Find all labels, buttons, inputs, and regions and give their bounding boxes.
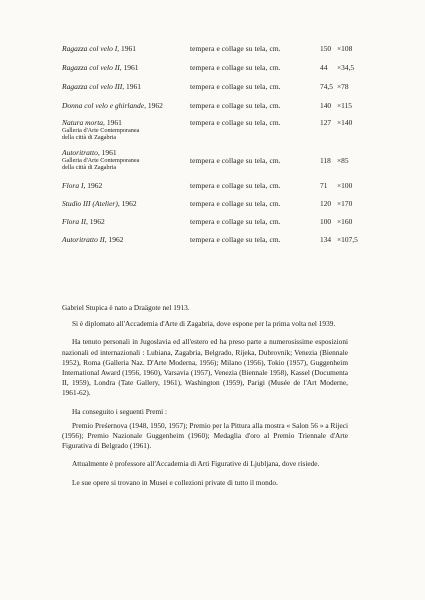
work-title-cell [62,63,187,72]
work-title: Natura morta, [62,118,105,127]
work-year: 1962 [89,217,105,226]
work-title-cell [62,181,187,190]
work-width: 71 [320,181,328,190]
work-height [337,181,352,190]
work-height-value: 115 [341,101,352,110]
work-technique: tempera e collage su tela, cm. [190,101,281,110]
work-height-value: 34,5 [341,63,355,72]
work-height [337,82,349,91]
work-title-cell [62,148,187,171]
work-height-value: 100 [341,181,353,190]
work-width: 140 [320,101,332,110]
work-technique: tempera e collage su tela, cm. [190,235,281,244]
work-title-cell [62,101,187,110]
work-height-value: 170 [341,199,353,208]
work-title-cell [62,235,187,244]
work-width: 118 [320,156,331,165]
work-technique: tempera e collage su tela, cm. [190,118,281,127]
work-height-value: 140 [341,118,353,127]
work-height [337,156,349,165]
times-sign: × [337,199,342,208]
work-technique: tempera e collage su tela, cm. [190,82,281,91]
bio-paragraph: Ha tenuto personali in Jugoslavia ed all'estero ed ha preso parte a numerosissime esposizioni nazionali ed internazionali : Lubiana, Zagabria, Belgrado, Rijeka, Dubrovnik; Venezia (Biennale 1952), Roma (Galleria Naz. D'Arte Moderna, 1956); Milano (1956), Tokio (1957), Guggenheim International Award (1956, 1960), Varsavia (1957), Venezia (Biennale 1958), Kassel (Documenta II, 1959), Londra (Tate Gallery, 1961), Washington (1959), Parigi (Musée de l'Art Moderne, 1961-62). [62,337,348,398]
work-title: Flora I, [62,181,86,190]
work-entry [62,217,362,235]
work-year: 1962 [108,235,124,244]
work-entry [62,199,362,217]
work-entry [62,181,362,199]
work-height-value: 85 [341,156,349,165]
work-entry [62,118,362,148]
times-sign: × [337,63,342,72]
work-height-value: 108 [341,44,353,53]
work-height [337,44,352,53]
work-width: 150 [320,44,332,53]
work-title-cell [62,82,187,91]
bio-paragraph: Le sue opere si trovano in Musei e collezioni private di tutto il mondo. [72,477,278,487]
work-technique: tempera e collage su tela, cm. [190,181,281,190]
work-entry [62,148,362,181]
times-sign: × [337,44,342,53]
bio-paragraph: Ha conseguito i seguenti Premi : [72,406,168,416]
work-year: 1962 [87,181,103,190]
works-list [62,44,362,253]
times-sign: × [337,82,342,91]
work-collection-line: della città di Zagabria [62,164,117,172]
work-title: Autoritratto II, [62,235,107,244]
times-sign: × [337,181,342,190]
work-width: 134 [320,235,332,244]
work-height [337,118,352,127]
work-height [337,101,352,110]
work-year: 1961 [101,148,117,157]
work-width: 127 [320,118,332,127]
work-width: 100 [320,217,332,226]
work-year: 1962 [121,199,137,208]
work-entry [62,63,362,82]
work-height [337,235,358,244]
work-technique: tempera e collage su tela, cm. [190,156,281,165]
work-title-cell [62,44,187,53]
bio-paragraph: Gabriel Stupica è nato a Draägote nel 1913. [62,303,190,312]
work-technique: tempera e collage su tela, cm. [190,217,281,226]
work-width: 74,5 [320,82,333,91]
work-height [337,63,354,72]
work-title-cell [62,217,187,226]
work-height-value: 78 [341,82,349,91]
work-entry [62,101,362,118]
work-width: 44 [320,63,328,72]
work-year: 1962 [147,101,163,110]
times-sign: × [337,217,342,226]
work-year: 1961 [123,63,139,72]
work-collection-line: Galleria d'Arte Contemporanea [62,157,140,164]
bio-paragraph: Attualmente è professore all'Accademia di Arti Figurative di Ljubljana, dove risiede. [72,459,320,469]
work-height [337,217,352,226]
work-entry [62,82,362,101]
work-technique: tempera e collage su tela, cm. [190,199,281,208]
work-year: 1961 [125,82,141,91]
work-title: Ragazza col velo I, [62,44,120,53]
work-title: Ragazza col velo II, [62,63,122,72]
work-year: 1961 [120,44,136,53]
work-technique: tempera e collage su tela, cm. [190,44,281,53]
work-technique: tempera e collage su tela, cm. [190,63,281,72]
work-title: Donna col velo e ghirlande, [62,101,146,110]
work-title: Ragazza col velo III, [62,82,125,91]
work-entry [62,44,362,63]
artist-biography [62,303,348,496]
times-sign: × [337,118,342,127]
work-title-cell [62,199,187,208]
work-entry [62,235,362,253]
work-title: Autoritratto, [62,148,100,157]
work-width: 120 [320,199,332,208]
work-year: 1961 [106,118,122,127]
times-sign: × [337,156,342,165]
work-height [337,199,352,208]
work-collection-line: della città di Zagabria [62,134,117,142]
work-height-value: 107,5 [341,235,358,244]
times-sign: × [337,235,342,244]
bio-paragraph: Premio Preśernova (1948, 1950, 1957); Premio per la Pittura alla mostra « Salon 56 » a Rijeci (1956); Premio Nazionale Guggenheim (1960); Medaglia d'oro al Premio Triennale d'Arte Figurativa di Belgrado (1961). [62,420,348,451]
work-title: Flora II, [62,217,88,226]
times-sign: × [337,101,342,110]
work-title: Studio III (Atelier), [62,199,120,208]
work-height-value: 160 [341,217,353,226]
work-title-cell [62,118,187,141]
work-collection-line: Galleria d'Arte Contemporanea [62,127,140,134]
bio-paragraph: Si è diplomato all'Accademia d'Arte di Zagabria, dove espone per la prima volta nel 1939. [72,319,336,329]
